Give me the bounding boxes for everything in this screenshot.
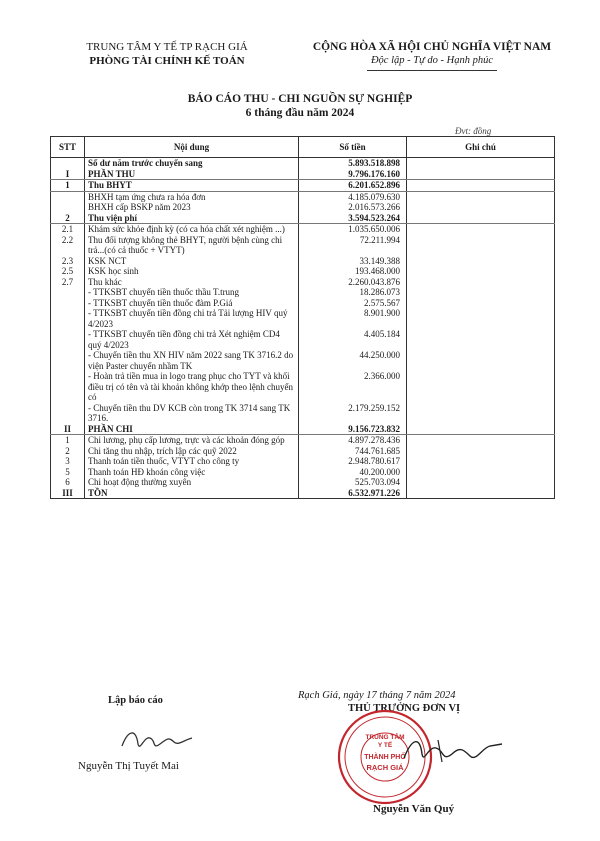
- row-stt: 2: [51, 446, 85, 457]
- row-content: Thu BHYT: [85, 180, 299, 192]
- row-note: [407, 169, 555, 180]
- row-note: [407, 403, 555, 424]
- national-header: [282, 40, 582, 71]
- table-row: [51, 467, 555, 478]
- row-content: Chi lương, phụ cấp lương, trực và các khoản đóng góp: [85, 435, 299, 446]
- row-note: [407, 202, 555, 213]
- report-title-line1: BÁO CÁO THU - CHI NGUỒN SỰ NGHIỆP: [187, 93, 413, 105]
- row-stt: 2: [51, 213, 85, 224]
- table-row: [51, 329, 555, 350]
- table-row: [51, 371, 555, 403]
- row-amount: 2.366.000: [299, 371, 407, 403]
- director-title: THỦ TRƯỞNG ĐƠN VỊ: [348, 703, 461, 714]
- stamp-text-2: Y TẾ: [377, 742, 393, 749]
- table-row: [51, 180, 555, 192]
- stamp-text-3: THÀNH PHỐ: [364, 754, 406, 761]
- row-note: [407, 158, 555, 169]
- row-content: PHẦN THU: [85, 169, 299, 180]
- table-row: [51, 456, 555, 467]
- row-note: [407, 308, 555, 329]
- table-row: [51, 350, 555, 371]
- report-table: [50, 136, 555, 499]
- table-row: [51, 169, 555, 180]
- row-amount: 4.185.079.630: [299, 191, 407, 202]
- table-body: [51, 158, 555, 499]
- row-note: [407, 467, 555, 478]
- row-content: Khám sức khỏe định kỳ (có ca hóa chất xét nghiệm ...): [85, 224, 299, 235]
- row-content: TỒN: [85, 488, 299, 499]
- department-name: PHÒNG TÀI CHÍNH KẾ TOÁN: [89, 55, 245, 67]
- row-content: - Chuyển tiền thu DV KCB còn trong TK 3714 sang TK 3716.: [85, 403, 299, 424]
- director-signature: [398, 728, 508, 770]
- row-note: [407, 371, 555, 403]
- row-content: BHXH cấp BSKP năm 2023: [85, 202, 299, 213]
- row-amount: 525.703.094: [299, 477, 407, 488]
- row-content: Thu viện phí: [85, 213, 299, 224]
- row-stt: 3: [51, 456, 85, 467]
- row-amount: 72.211.994: [299, 235, 407, 256]
- row-stt: [51, 403, 85, 424]
- table-row: [51, 287, 555, 298]
- row-stt: 2.7: [51, 277, 85, 288]
- header-content: Nội dung: [85, 137, 299, 158]
- currency-unit: Đvt: đồng: [455, 126, 492, 136]
- row-amount: 3.594.523.264: [299, 213, 407, 224]
- row-amount: 6.201.652.896: [299, 180, 407, 192]
- row-stt: 6: [51, 477, 85, 488]
- table-row: [51, 446, 555, 457]
- row-amount: 4.897.278.436: [299, 435, 407, 446]
- row-note: [407, 298, 555, 309]
- table-row: [51, 213, 555, 224]
- report-period: 6 tháng đầu năm 2024: [245, 107, 355, 119]
- row-stt: [51, 191, 85, 202]
- director-name: Nguyễn Văn Quý: [373, 803, 455, 815]
- table-row: [51, 435, 555, 446]
- stamp-text-4: RẠCH GIÁ: [366, 763, 404, 772]
- header-amount: Số tiền: [299, 137, 407, 158]
- row-note: [407, 191, 555, 202]
- row-stt: [51, 298, 85, 309]
- row-amount: 744.761.685: [299, 446, 407, 457]
- row-stt: 2.1: [51, 224, 85, 235]
- row-content: Chi tăng thu nhập, trích lập các quỹ 2022: [85, 446, 299, 457]
- row-note: [407, 235, 555, 256]
- stamp-text-1: TRUNG TÂM: [365, 734, 405, 741]
- row-content: Thanh toán tiền thuốc, VTYT cho công ty: [85, 456, 299, 467]
- table-row: [51, 488, 555, 499]
- motto: Độc lập - Tự do - Hạnh phúc: [370, 55, 494, 66]
- row-stt: [51, 287, 85, 298]
- table-row: [51, 202, 555, 213]
- motto-underline: [367, 70, 497, 71]
- row-stt: 5: [51, 467, 85, 478]
- table-row: [51, 424, 555, 435]
- row-note: [407, 266, 555, 277]
- row-content: Thu khác: [85, 277, 299, 288]
- row-content: Chi hoạt động thường xuyên: [85, 477, 299, 488]
- row-content: - Hoàn trả tiền mua in logo trang phục cho TYT và khối điều trị có tên và tài khoản không khớp theo lệnh chuyển có: [85, 371, 299, 403]
- row-amount: 6.532.971.226: [299, 488, 407, 499]
- row-stt: 2.3: [51, 256, 85, 267]
- row-amount: 40.200.000: [299, 467, 407, 478]
- row-note: [407, 350, 555, 371]
- row-note: [407, 446, 555, 457]
- row-amount: 1.035.650.006: [299, 224, 407, 235]
- row-note: [407, 456, 555, 467]
- row-stt: I: [51, 169, 85, 180]
- table-row: [51, 235, 555, 256]
- org-name: TRUNG TÂM Y TẾ TP RẠCH GIÁ: [86, 41, 248, 53]
- row-stt: [51, 308, 85, 329]
- row-amount: 2.016.573.266: [299, 202, 407, 213]
- table-row: [51, 256, 555, 267]
- row-content: - TTKSBT chuyển tiền đồng chi trả Xét nghiệm CD4 quý 4/2023: [85, 329, 299, 350]
- row-stt: 1: [51, 435, 85, 446]
- header-note: Ghi chú: [407, 137, 555, 158]
- row-stt: [51, 371, 85, 403]
- row-stt: [51, 158, 85, 169]
- place-date: Rạch Giá, ngày 17 tháng 7 năm 2024: [298, 690, 456, 701]
- table-row: [51, 277, 555, 288]
- row-amount: 2.179.259.152: [299, 403, 407, 424]
- row-note: [407, 488, 555, 499]
- row-stt: [51, 350, 85, 371]
- row-stt: II: [51, 424, 85, 435]
- table-row: [51, 191, 555, 202]
- report-title: [0, 92, 600, 120]
- row-stt: 1: [51, 180, 85, 192]
- row-amount: 4.405.184: [299, 329, 407, 350]
- row-content: PHẦN CHI: [85, 424, 299, 435]
- row-content: - Chuyển tiền thu XN HIV năm 2022 sang TK 3716.2 do viện Paster chuyển nhầm TK: [85, 350, 299, 371]
- row-content: KSK NCT: [85, 256, 299, 267]
- row-amount: 9.156.723.832: [299, 424, 407, 435]
- row-amount: 18.286.073: [299, 287, 407, 298]
- row-note: [407, 180, 555, 192]
- row-stt: [51, 329, 85, 350]
- row-note: [407, 287, 555, 298]
- row-note: [407, 277, 555, 288]
- row-content: Thanh toán HĐ khoán công việc: [85, 467, 299, 478]
- table-row: [51, 308, 555, 329]
- country-name: CỘNG HÒA XÃ HỘI CHỦ NGHĨA VIỆT NAM: [312, 41, 552, 53]
- row-stt: 2.5: [51, 266, 85, 277]
- row-note: [407, 224, 555, 235]
- preparer-signature: [118, 722, 198, 758]
- row-stt: III: [51, 488, 85, 499]
- row-content: - TTKSBT chuyển tiền đồng chi trả Tải lượng HIV quý 4/2023: [85, 308, 299, 329]
- table-row: [51, 158, 555, 169]
- row-content: Số dư năm trước chuyển sang: [85, 158, 299, 169]
- row-content: BHXH tạm ứng chưa ra hóa đơn: [85, 191, 299, 202]
- row-amount: 9.796.176.160: [299, 169, 407, 180]
- table-header-row: [51, 137, 555, 158]
- table-row: [51, 477, 555, 488]
- preparer-name: Nguyễn Thị Tuyết Mai: [78, 760, 179, 772]
- row-amount: 8.901.900: [299, 308, 407, 329]
- row-amount: 193.468.000: [299, 266, 407, 277]
- row-amount: 2.575.567: [299, 298, 407, 309]
- row-content: - TTKSBT chuyển tiền thuốc đàm P.Giá: [85, 298, 299, 309]
- row-content: - TTKSBT chuyển tiền thuốc thầu T.trung: [85, 287, 299, 298]
- row-note: [407, 435, 555, 446]
- organization-header: [62, 40, 272, 68]
- table-row: [51, 266, 555, 277]
- preparer-title: Lập báo cáo: [108, 695, 163, 706]
- row-content: Thu đối tượng không thẻ BHYT, người bệnh cùng chi trả...(có cả thuốc + VTYT): [85, 235, 299, 256]
- row-amount: 2.260.043.876: [299, 277, 407, 288]
- row-note: [407, 329, 555, 350]
- row-stt: 2.2: [51, 235, 85, 256]
- row-amount: 44.250.000: [299, 350, 407, 371]
- row-stt: [51, 202, 85, 213]
- header-stt: STT: [51, 137, 85, 158]
- table-row: [51, 224, 555, 235]
- row-content: KSK học sinh: [85, 266, 299, 277]
- table-row: [51, 298, 555, 309]
- row-amount: 33.149.388: [299, 256, 407, 267]
- row-note: [407, 477, 555, 488]
- table-row: [51, 403, 555, 424]
- row-note: [407, 213, 555, 224]
- row-amount: 5.893.518.898: [299, 158, 407, 169]
- row-note: [407, 256, 555, 267]
- row-amount: 2.948.780.617: [299, 456, 407, 467]
- row-note: [407, 424, 555, 435]
